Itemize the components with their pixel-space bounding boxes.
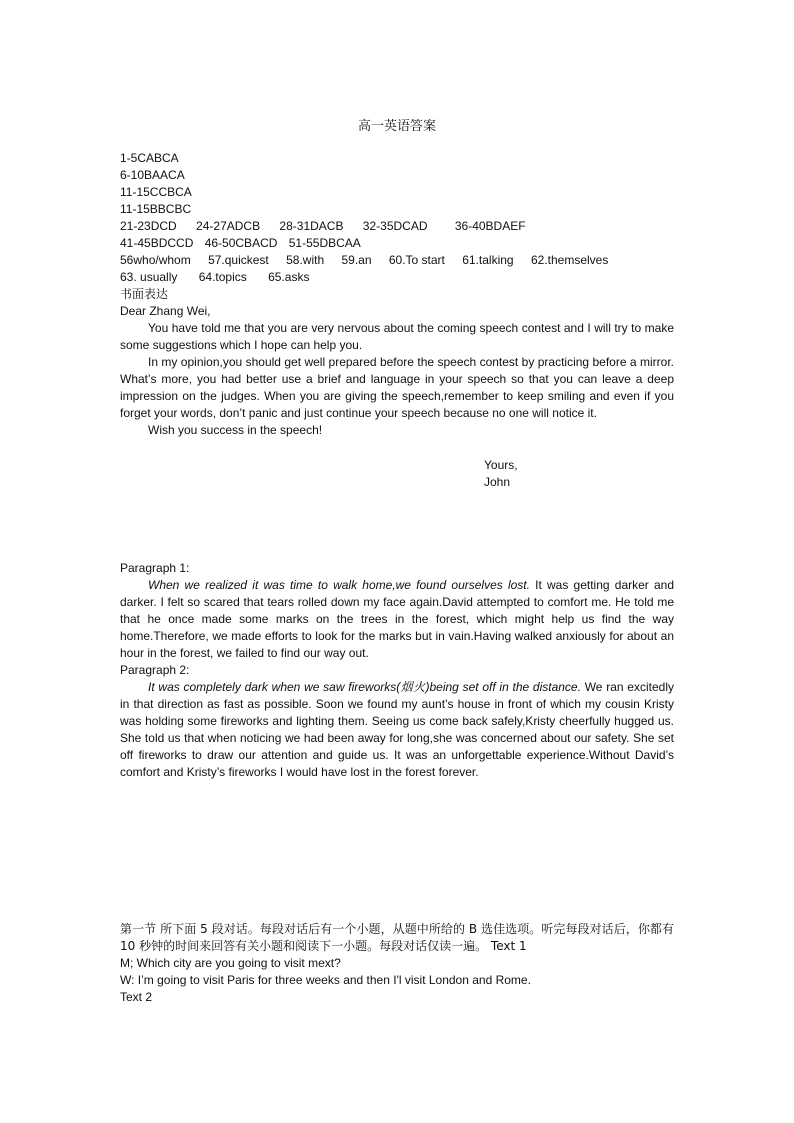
answer-line: 11-15BBCBC xyxy=(120,202,192,216)
writing-heading: 书面表达 xyxy=(120,287,169,301)
letter-salutation: Dear Zhang Wei, xyxy=(120,304,211,318)
story-paragraph xyxy=(120,679,674,781)
answer-line: 11-15CCBCA xyxy=(120,185,192,199)
answer-line xyxy=(120,269,674,286)
letter-closing: Yours, xyxy=(484,458,518,472)
listening-intro: 第一节 所下面 5 段对话。每段对话后有一个小题，从题中所给的 B 选佳选项。听完每段对话后，你都有 10 秒钟的时间来回答有关小题和阅读下一小题。每段对话仅读一遍。 Text 1 xyxy=(120,922,674,953)
answer-item: 46-50CBACD xyxy=(204,236,278,250)
answer-item: 63. usually xyxy=(120,270,178,284)
answer-item: 61.talking xyxy=(462,253,514,267)
page-title: 高一英语答案 xyxy=(357,119,436,134)
listening-section xyxy=(120,921,674,1006)
letter-paragraph: You have told me that you are very nervous about the coming speech contest and I will try to make some suggestions which I hope can help you. xyxy=(120,321,674,352)
story-paragraph xyxy=(120,577,674,662)
letter-name: John xyxy=(484,475,511,489)
given-sentence: It was completely dark when we saw fireworks(烟火)being set off in the distance. xyxy=(148,680,581,694)
letter-paragraph: In my opinion,you should get well prepared before the speech contest by practicing before a mirror. What’s more, you had better use a brief and language in your speech so that you can leave a deep impression on the judges. When you are giving the speech,remember to keep smiling and even if you forget your words, don’t panic and just continue your speech because no one will notice it. xyxy=(120,355,674,420)
dialogue-line: W: I’m going to visit Paris for three weeks and then I'l visit London and Rome. xyxy=(120,973,531,987)
text-label: Text 2 xyxy=(120,990,153,1004)
answer-item: 51-55DBCAA xyxy=(288,236,361,250)
answer-item: 57.quickest xyxy=(208,253,269,267)
answer-item: 41-45BDCCD xyxy=(120,236,194,250)
answer-item: 59.an xyxy=(341,253,372,267)
answer-line xyxy=(120,252,674,269)
paragraph-heading: Paragraph 1: xyxy=(120,561,190,575)
answer-item: 32-35DCAD xyxy=(362,219,428,233)
answer-line xyxy=(120,218,674,235)
answer-item: 60.To start xyxy=(388,253,445,267)
letter-paragraph: Wish you success in the speech! xyxy=(148,423,323,437)
answer-item: 65.asks xyxy=(268,270,310,284)
answer-key xyxy=(120,150,674,439)
answer-line: 1-5CABCA xyxy=(120,151,179,165)
paragraph-heading: Paragraph 2: xyxy=(120,663,190,677)
given-sentence: When we realized it was time to walk home,we found ourselves lost. xyxy=(148,578,530,592)
answer-line: 6-10BAACA xyxy=(120,168,185,182)
continuation-writing xyxy=(120,560,674,781)
answer-item: 64.topics xyxy=(198,270,247,284)
answer-item: 36-40BDAEF xyxy=(454,219,526,233)
answer-item: 62.themselves xyxy=(530,253,609,267)
paragraph-body: We ran excitedly in that direction as fast as possible. Soon we found my aunt’s house in front of which my cousin Kristy was holding some fireworks and lighting them. Seeing us come back safely,Kristy cheerfully hugged us. She told us that when noticing we had been away for long,she was concerned about our safety. She set off fireworks to draw our attention and guide us. It was an unforgettable experience.Without David’s comfort and Kristy’s fireworks I would have lost in the forest forever. xyxy=(120,680,674,779)
letter-signature xyxy=(484,457,518,491)
answer-item: 28-31DACB xyxy=(279,219,344,233)
answer-item: 58.with xyxy=(286,253,325,267)
answer-item: 56who/whom xyxy=(120,253,191,267)
dialogue-line: M; Which city are you going to visit mext? xyxy=(120,956,341,970)
paragraph-body: It was getting darker and darker. I felt so scared that tears rolled down my face again.David attempted to comfort me. He told me that he once made some marks on the trees in the forest, which might help us find the way home.Therefore, we made efforts to look for the marks but in vain.Having walked anxiously for about an hour in the forest, we failed to find our way out. xyxy=(120,578,674,660)
answer-item: 21-23DCD xyxy=(120,219,177,233)
answer-item: 24-27ADCB xyxy=(196,219,261,233)
answer-line xyxy=(120,235,674,252)
